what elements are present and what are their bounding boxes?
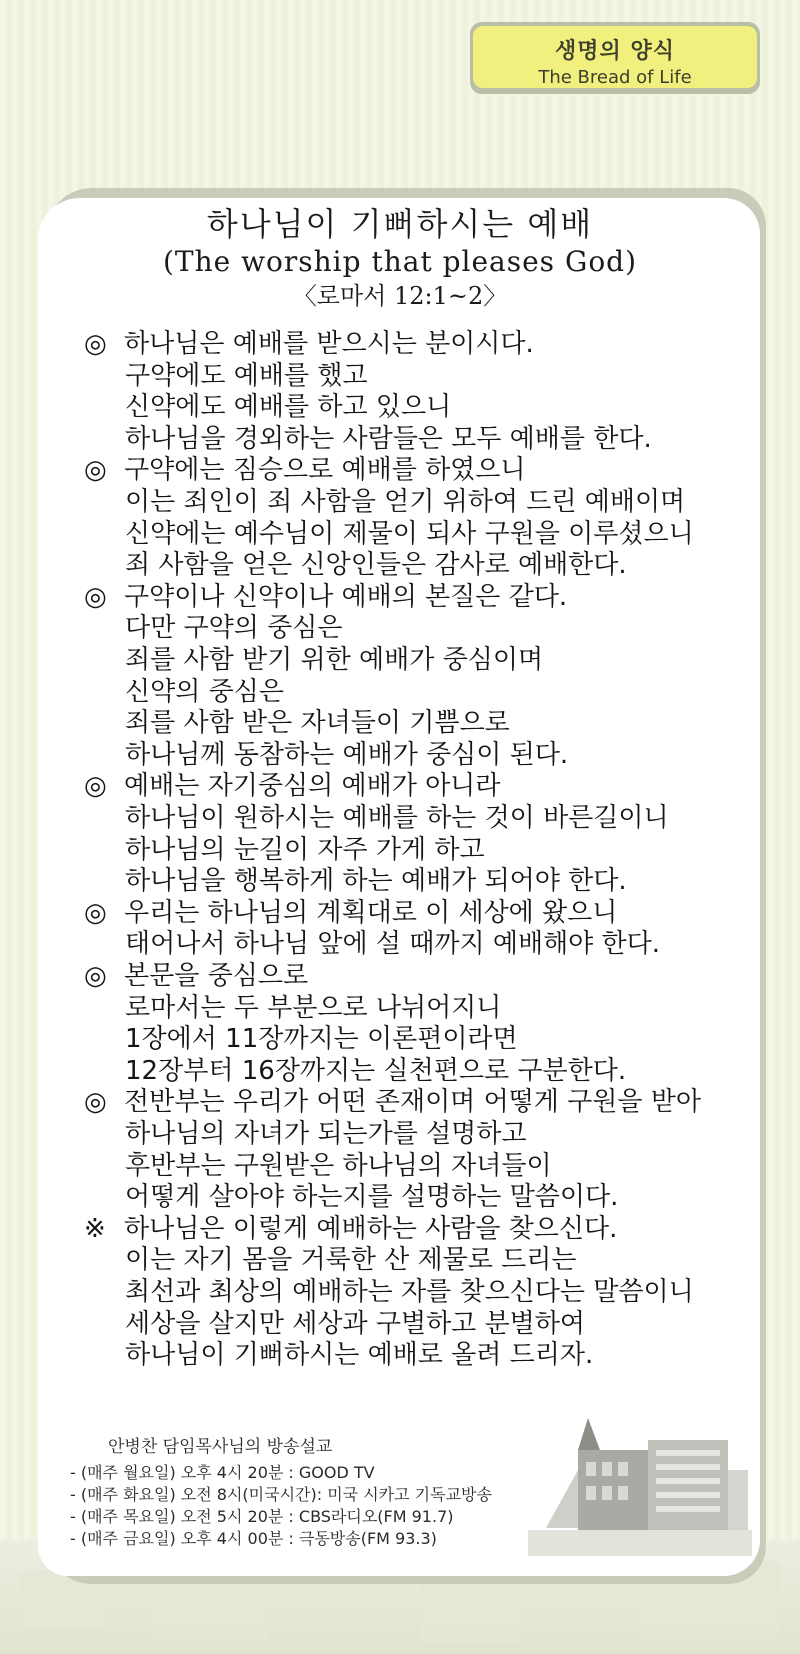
line-text: 최선과 최상의 예배하는 자를 찾으신다는 말씀이니 — [125, 1277, 694, 1307]
line-text: 구약이나 신약이나 예배의 본질은 같다. — [124, 581, 568, 612]
body-line — [125, 1181, 618, 1213]
line-text: 죄를 사함 받은 자녀들이 기쁨으로 — [125, 708, 510, 739]
body-line — [125, 1276, 694, 1308]
body-line — [125, 992, 501, 1024]
line-text: 로마서는 두 부분으로 나뉘어지니 — [125, 992, 502, 1023]
body-line — [125, 549, 627, 581]
line-text: 어떻게 살아야 하는지를 설명하는 말씀이다. — [125, 1182, 619, 1213]
reference-mark-icon: ※ — [84, 1213, 106, 1244]
body-line — [125, 518, 694, 550]
line-text: 하나님은 예배를 받으시는 분이시다. — [124, 329, 534, 359]
line-text: 하나님께 동참하는 예배가 중심이 된다. — [125, 739, 569, 770]
section-tab-face — [473, 26, 757, 88]
bullet-line — [84, 1213, 617, 1245]
sermon-title: 하나님이 기뻐하시는 예배 — [206, 205, 594, 243]
line-text: 죄 사함을 얻은 신앙인들은 감사로 예배한다. — [125, 550, 627, 581]
body-line — [125, 1308, 585, 1340]
broadcast-title: 안병찬 담임목사님의 방송설교 — [108, 1437, 333, 1457]
body-line — [125, 739, 568, 771]
body-line — [125, 1244, 576, 1276]
line-text: 신약에는 예수님이 제물이 되사 구원을 이루셨으니 — [125, 518, 694, 549]
church-building-icon — [528, 1410, 752, 1556]
line-text: 우리는 하나님의 계획대로 이 세상에 왔으니 — [124, 897, 618, 928]
line-text: 다만 구약의 중심은 — [125, 613, 343, 644]
line-text: 하나님을 경외하는 사람들은 모두 예배를 한다. — [125, 423, 652, 454]
line-text: 1장에서 11장까지는 이론편이라면 — [125, 1024, 518, 1055]
line-text: 죄를 사함 받기 위한 예배가 중심이며 — [125, 645, 544, 675]
bullet-line — [84, 328, 534, 360]
body-line — [125, 360, 368, 392]
line-text: 본문을 중심으로 — [124, 961, 309, 991]
bullet-mark-icon: ◎ — [84, 1087, 107, 1118]
line-text: 하나님의 자녀가 되는가를 설명하고 — [125, 1119, 527, 1149]
line-text: 후반부는 구원받은 하나님의 자녀들이 — [125, 1150, 552, 1181]
line-text: 하나님의 눈길이 자주 가게 하고 — [125, 834, 485, 865]
bullet-line — [84, 770, 500, 802]
section-title-ko: 생명의 양식 — [555, 39, 675, 64]
line-text: 이는 자기 몸을 거룩한 산 제물로 드리는 — [125, 1245, 577, 1276]
line-text: 하나님은 이렇게 예배하는 사람을 찾으신다. — [124, 1213, 618, 1244]
body-line — [125, 1150, 552, 1182]
line-text: 12장부터 16장까지는 실천편으로 구분한다. — [125, 1055, 627, 1086]
line-text: 신약의 중심은 — [125, 676, 284, 707]
body-line — [125, 928, 660, 960]
line-text: 세상을 살지만 세상과 구별하고 분별하여 — [125, 1308, 586, 1339]
body-line — [125, 612, 342, 644]
body-line — [125, 1055, 626, 1087]
schedule-row: - (매주 금요일) 오후 4시 00분 : 극동방송(FM 93.3) — [70, 1529, 437, 1548]
body-line — [125, 707, 510, 739]
bullet-mark-icon: ◎ — [84, 897, 107, 928]
bullet-line — [84, 454, 526, 486]
body-line — [125, 1118, 527, 1150]
schedule-row: - (매주 월요일) 오후 4시 20분 : GOOD TV — [70, 1463, 375, 1482]
line-text: 이는 죄인이 죄 사함을 얻기 위하여 드린 예배이며 — [125, 487, 686, 517]
bullet-mark-icon: ◎ — [84, 455, 107, 486]
line-text: 전반부는 우리가 어떤 존재이며 어떻게 구원을 받아 — [124, 1087, 702, 1118]
scripture-reference: 〈로마서 12:1~2〉 — [292, 282, 508, 310]
bullet-line — [84, 1086, 701, 1118]
schedule-row: - (매주 화요일) 오전 8시(미국시간): 미국 시카고 기독교방송 — [70, 1485, 492, 1504]
body-line — [125, 834, 485, 866]
body-line — [125, 391, 451, 423]
body-line — [125, 1339, 593, 1371]
body-line — [125, 486, 685, 518]
line-text: 구약에는 짐승으로 예배를 하였으니 — [124, 455, 526, 486]
line-text: 하나님을 행복하게 하는 예배가 되어야 한다. — [125, 866, 627, 897]
bullet-mark-icon: ◎ — [84, 329, 107, 359]
bullet-line — [84, 897, 617, 929]
body-line — [125, 676, 284, 708]
bullet-mark-icon: ◎ — [84, 771, 107, 802]
section-tab — [470, 22, 760, 94]
body-line — [125, 644, 543, 676]
body-line — [125, 802, 669, 834]
bullet-line — [84, 960, 308, 992]
bullet-mark-icon: ◎ — [84, 581, 107, 612]
line-text: 예배는 자기중심의 예배가 아니라 — [124, 771, 501, 802]
section-title-en: The Bread of Life — [538, 67, 692, 88]
line-text: 신약에도 예배를 하고 있으니 — [125, 392, 452, 423]
line-text: 하나님이 기뻐하시는 예배로 올려 드리자. — [125, 1340, 594, 1371]
body-line — [125, 423, 652, 455]
line-text: 태어나서 하나님 앞에 설 때까지 예배해야 한다. — [125, 929, 661, 960]
body-line — [125, 1023, 518, 1055]
sermon-subtitle: (The worship that pleases God) — [162, 245, 638, 278]
line-text: 하나님이 원하시는 예배를 하는 것이 바른길이니 — [125, 803, 669, 833]
bullet-line — [84, 581, 567, 613]
schedule-row: - (매주 목요일) 오전 5시 20분 : CBS라디오(FM 91.7) — [70, 1507, 454, 1526]
body-line — [125, 865, 627, 897]
bullet-mark-icon: ◎ — [84, 961, 107, 991]
line-text: 구약에도 예배를 했고 — [125, 360, 368, 391]
